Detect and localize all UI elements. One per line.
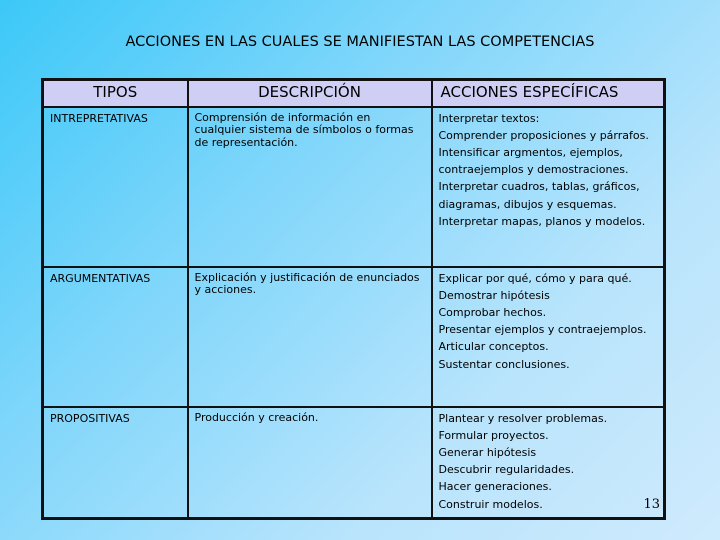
page-number: 13 [643, 497, 660, 512]
cell-acciones [432, 107, 665, 267]
accion-item: Explicar por qué, cómo y para qué. [438, 271, 632, 285]
accion-item: Comprobar hechos. [438, 305, 547, 319]
accion-item: Articular conceptos. [438, 340, 549, 354]
cell-acciones [432, 407, 665, 519]
cell-descripcion: Explicación y justificación de enunciados y acciones. [188, 267, 432, 407]
table-header-row [43, 80, 665, 107]
slide-title: ACCIONES EN LAS CUALES SE MANIFIESTAN LAS COMPETENCIAS [125, 34, 595, 50]
accion-item: Descubrir regularidades. [438, 463, 575, 477]
table-row [43, 267, 665, 407]
cell-tipo: ARGUMENTATIVAS [43, 267, 188, 407]
cell-descripcion: Comprensión de información en cualquier sistema de símbolos o formas de representación. [188, 107, 432, 267]
header-acciones: ACCIONES ESPECÍFICAS [432, 80, 665, 107]
table-row [43, 107, 665, 267]
cell-tipo: INTREPRETATIVAS [43, 107, 188, 267]
accion-item: Presentar ejemplos y contraejemplos. [438, 323, 647, 337]
accion-item: Intensificar argmentos, ejemplos, contraejemplos y demostraciones. [438, 145, 629, 177]
header-tipos: TIPOS [43, 80, 188, 107]
accion-item: Interpretar textos: [438, 111, 540, 125]
accion-item: Formular proyectos. [438, 428, 549, 442]
header-descripcion: DESCRIPCIÓN [188, 80, 432, 107]
accion-item: Generar hipótesis [438, 445, 537, 459]
accion-item: Sustentar conclusiones. [438, 357, 570, 371]
accion-item: Construir modelos. [438, 497, 543, 511]
accion-item: Interpretar cuadros, tablas, gráficos, diagramas, dibujos y esquemas. [438, 180, 640, 211]
accion-item: Comprender proposiciones y párrafos. [438, 128, 649, 142]
cell-descripcion: Producción y creación. [188, 407, 432, 519]
accion-item: Interpretar mapas, planos y modelos. [438, 214, 646, 228]
cell-acciones [432, 267, 665, 407]
competencias-table [41, 78, 666, 520]
accion-item: Plantear y resolver problemas. [438, 411, 608, 425]
accion-item: Demostrar hipótesis [438, 288, 550, 302]
cell-tipo: PROPOSITIVAS [43, 407, 188, 519]
table-row [43, 407, 665, 519]
accion-item: Hacer generaciones. [438, 480, 552, 494]
